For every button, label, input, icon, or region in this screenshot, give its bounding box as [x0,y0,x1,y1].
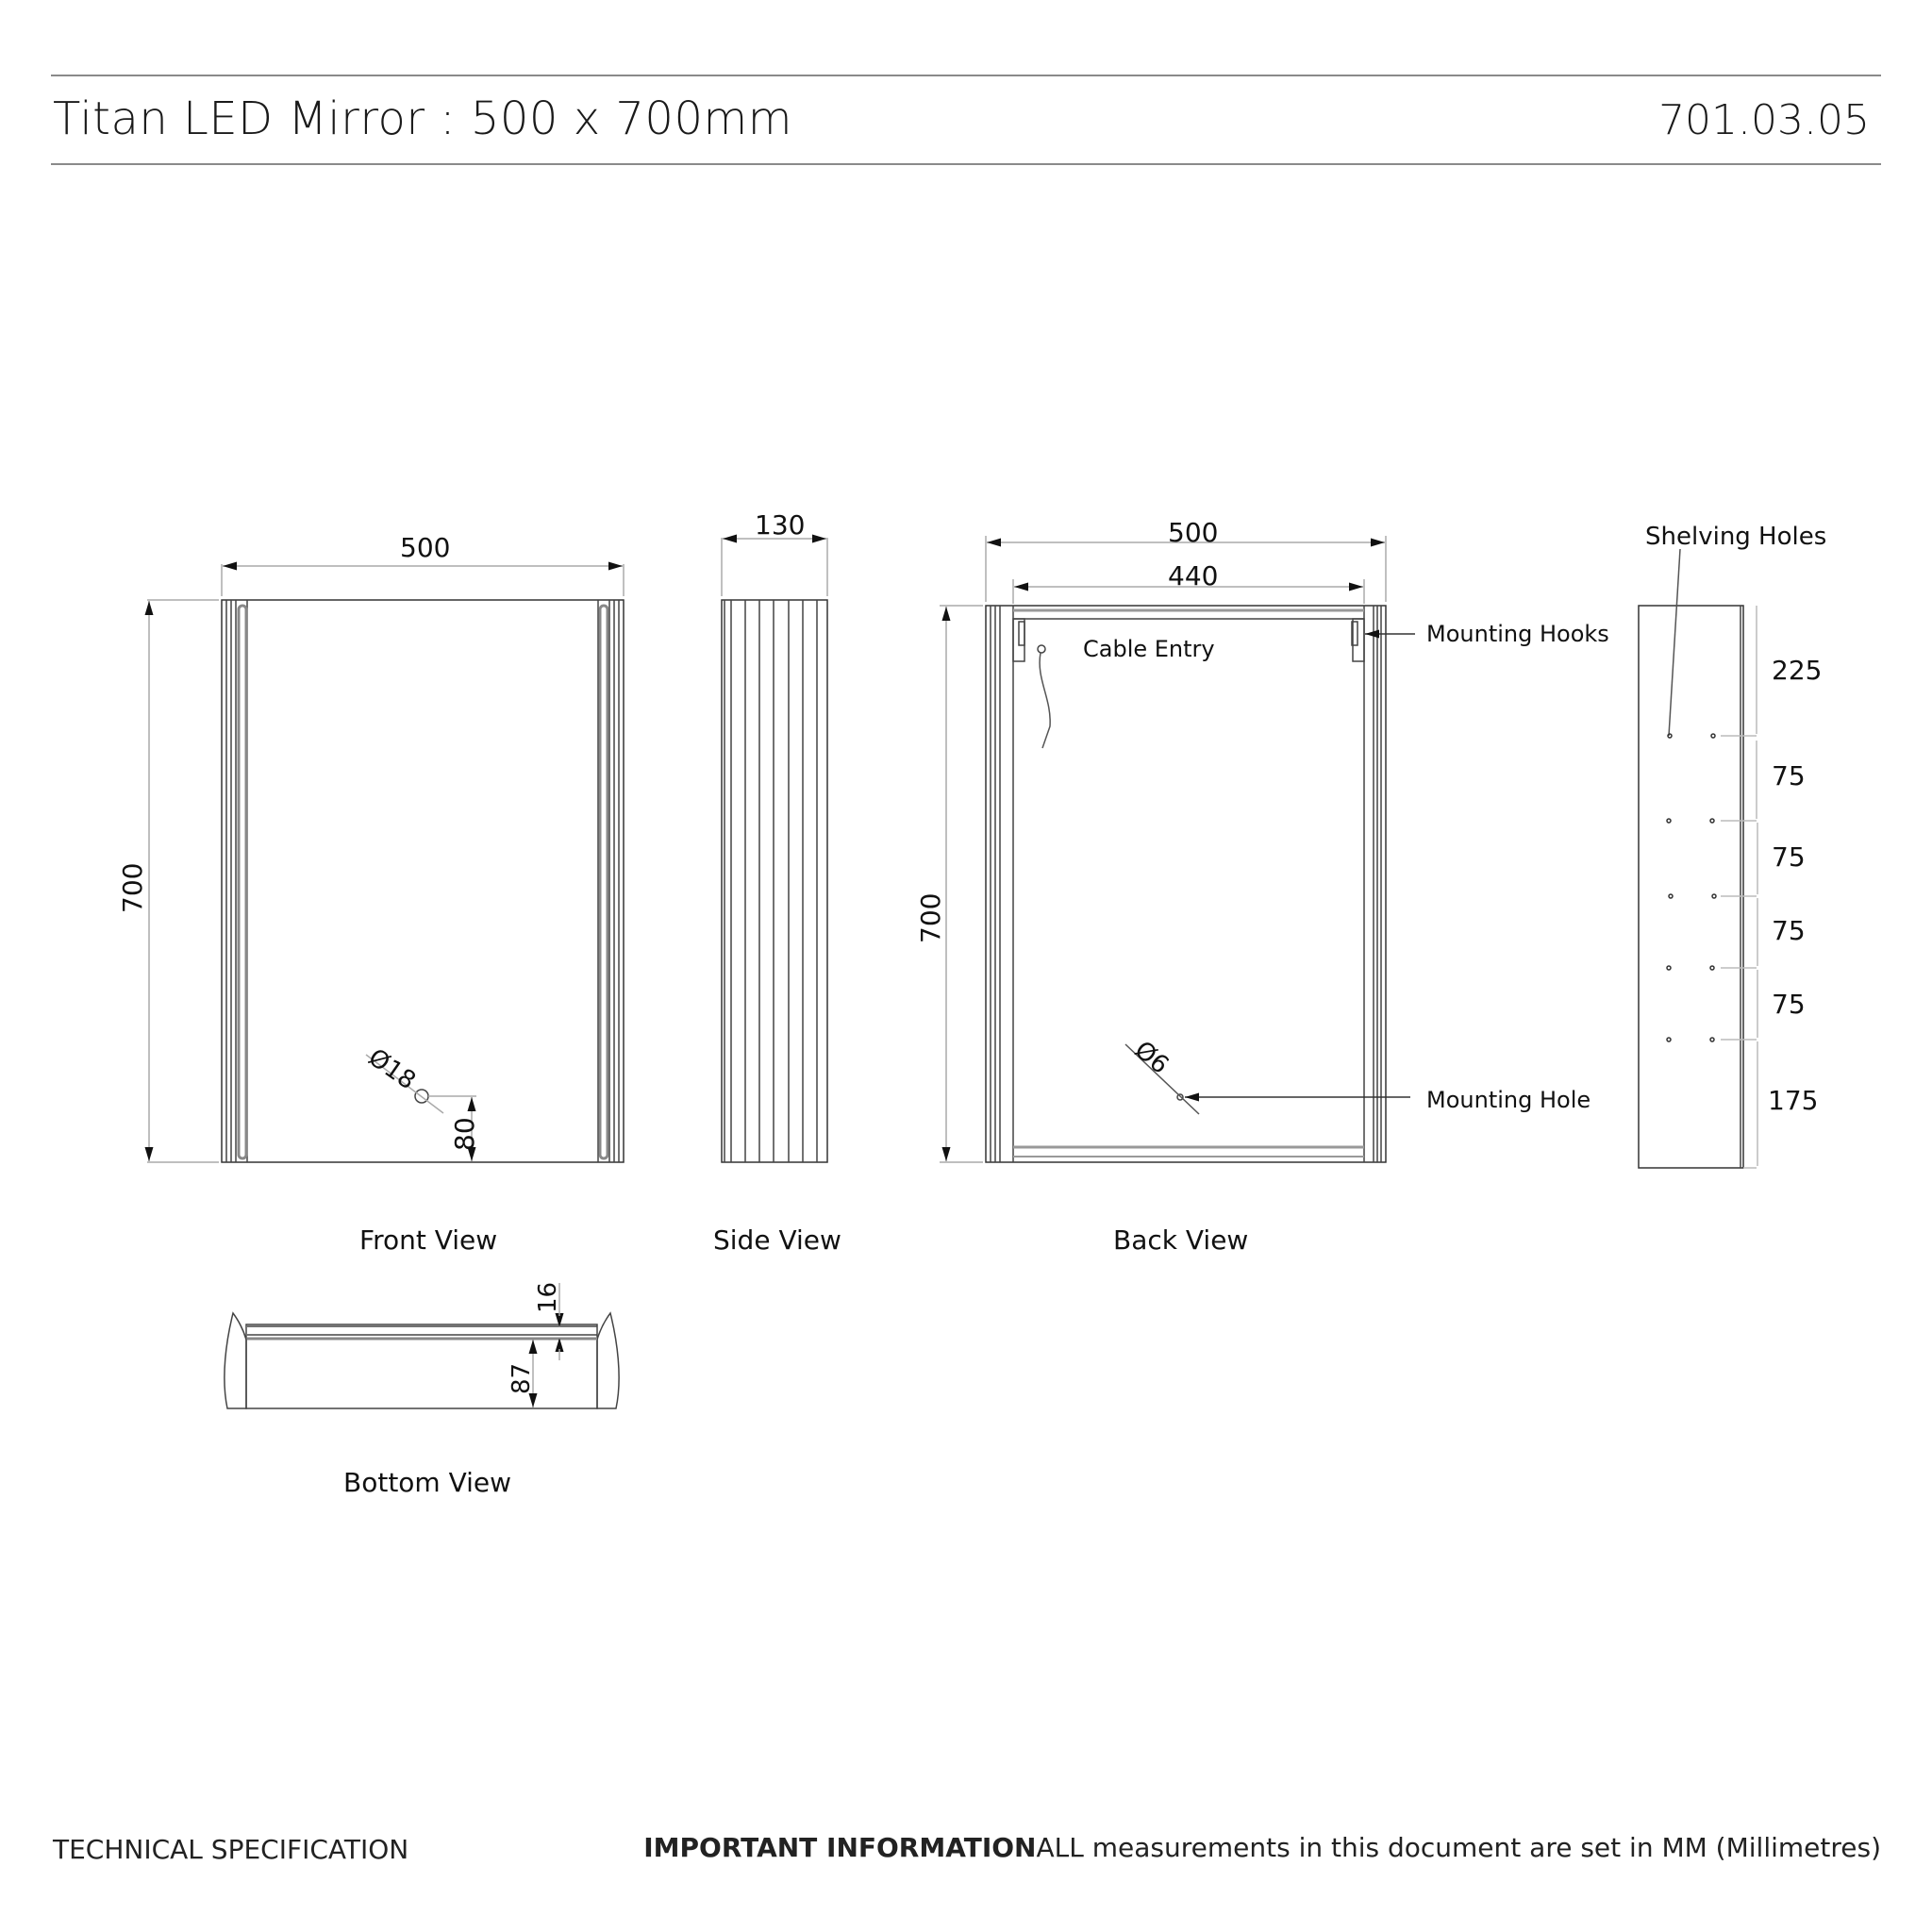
back-inner-width-dim: 440 [1168,560,1219,591]
back-height-dim: 700 [915,892,946,943]
front-height-dim: 700 [117,862,148,913]
shelving-spacing-3: 75 [1772,841,1806,873]
shelving-holes-drawing [1639,549,1757,1168]
back-view-label: Back View [1113,1224,1249,1256]
front-sensor-offset: 80 [449,1117,480,1151]
front-view-label: Front View [359,1224,498,1256]
front-sensor-diameter: Ø18 [362,1043,421,1096]
shelving-spacing-2: 75 [1772,760,1806,791]
product-code: 701.03.05 [1658,96,1870,144]
footer-important-information [643,1832,1881,1863]
shelving-spacing-5: 75 [1772,989,1806,1020]
mounting-hole-diameter: Ø6 [1128,1036,1174,1080]
side-view-label: Side View [713,1224,841,1256]
side-view-drawing [722,538,827,1162]
side-depth-dim: 130 [755,509,806,541]
shelving-holes-label: Shelving Holes [1645,523,1827,551]
back-outer-width-dim: 500 [1168,517,1219,548]
page-title: Titan LED Mirror : 500 x 700mm [53,92,793,145]
mounting-hooks-label: Mounting Hooks [1426,621,1609,647]
mounting-hole-label: Mounting Hole [1426,1087,1591,1113]
bottom-view-label: Bottom View [343,1467,512,1498]
bottom-glass-dim: 16 [534,1281,562,1313]
front-width-dim: 500 [400,532,451,563]
cable-entry-label: Cable Entry [1083,636,1215,662]
footer-important-heading: IMPORTANT INFORMATION [643,1832,1037,1863]
shelving-spacing-1: 225 [1772,655,1823,686]
shelving-spacing-6: 175 [1768,1085,1819,1116]
footer-important-text: ALL measurements in this document are set in MM (Millimetres) [1036,1832,1881,1863]
footer-technical-specification: TECHNICAL SPECIFICATION [53,1834,409,1865]
back-view-drawing [940,536,1415,1162]
shelving-spacing-4: 75 [1772,915,1806,946]
bottom-depth-dim: 87 [508,1362,536,1394]
